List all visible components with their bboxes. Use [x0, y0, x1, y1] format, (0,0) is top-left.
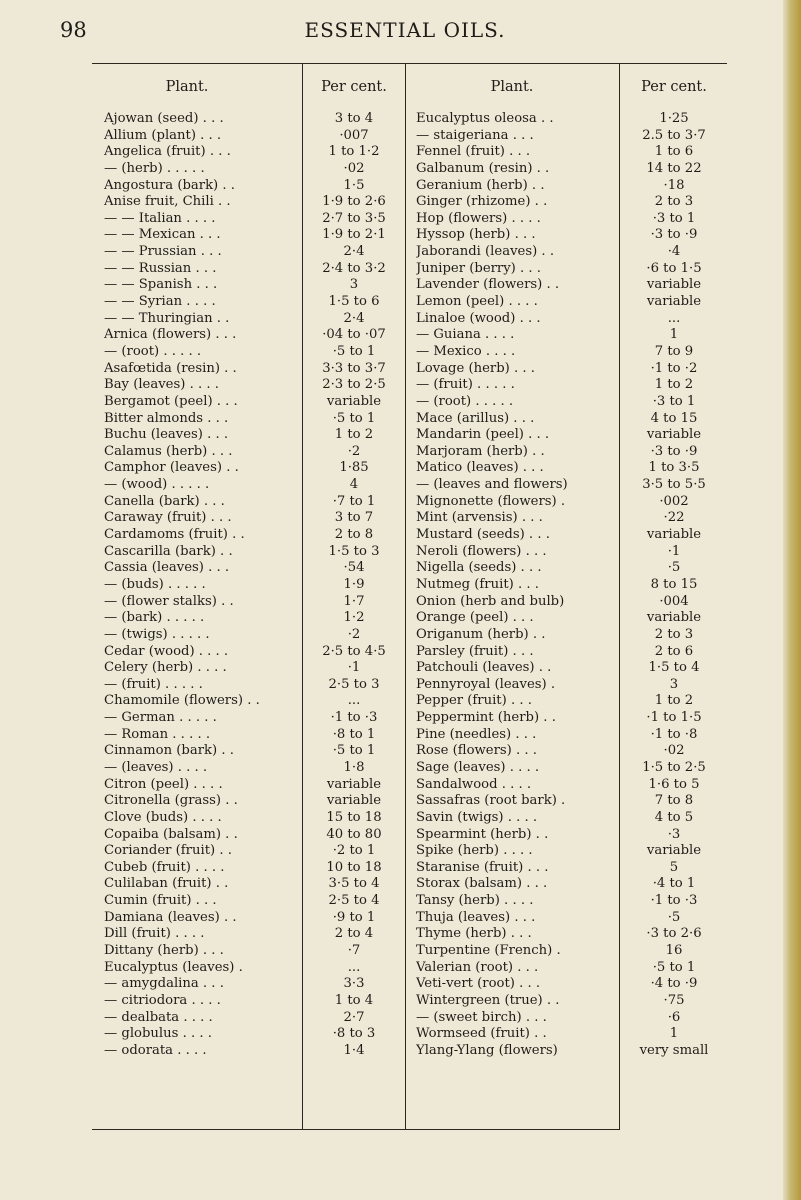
percent-value-cell: 16	[665, 943, 683, 959]
percent-value-cell: variable	[646, 527, 702, 543]
percent-value-cell: ·75	[663, 992, 685, 1008]
plant-name-cell: Cascarilla (bark) . .	[104, 543, 233, 559]
plant-name-cell: Cinnamon (bark) . .	[104, 743, 234, 759]
percent-value-cell: ·54	[343, 560, 365, 576]
plant-name-cell: — (sweet birch) . . .	[416, 1009, 547, 1025]
plant-name-cell: — German . . . . .	[104, 710, 217, 726]
percent-value-cell: 3·3	[343, 976, 365, 992]
plant-name-cell: — — Syrian . . . .	[104, 294, 216, 310]
percent-value-cell: 1·5 to 2·5	[642, 759, 706, 775]
plant-name-cell: — (herb) . . . . .	[104, 160, 205, 176]
plant-name-cell: Hop (flowers) . . . .	[416, 210, 541, 226]
plant-name-cell: — (buds) . . . . .	[104, 576, 206, 592]
plant-name-cell: — (leaves) . . . .	[104, 759, 208, 775]
plant-name-cell: — (fruit) . . . . .	[104, 676, 203, 692]
percent-value-cell: ·6 to 1·5	[646, 260, 702, 276]
plant-name-cell: Dittany (herb) . . .	[104, 943, 224, 959]
plant-name-cell: — (root) . . . . .	[416, 393, 514, 409]
percent-value-cell: ·5 to 1	[332, 743, 376, 759]
plant-name-cell: Wintergreen (true) . .	[416, 992, 560, 1008]
percent-value-cell: 10 to 18	[326, 859, 382, 875]
plant-name-cell: Neroli (flowers) . . .	[416, 543, 547, 559]
plant-name-cell: — (bark) . . . . .	[104, 610, 205, 626]
percent-value-cell: ·1	[667, 543, 681, 559]
plant-name-cell: Cardamoms (fruit) . .	[104, 527, 245, 543]
plant-name-cell: Dill (fruit) . . . .	[104, 926, 205, 942]
percent-value-cell: 1·2	[343, 610, 365, 626]
percent-value-cell: ...	[347, 693, 361, 709]
percent-value-cell: ·2	[347, 443, 361, 459]
plant-name-cell: Thuja (leaves) . . .	[416, 909, 536, 925]
plant-name-cell: Citron (peel) . . . .	[104, 776, 223, 792]
percent-value-cell: variable	[646, 277, 702, 293]
percent-value-cell: ·3 to 1	[652, 393, 696, 409]
percent-value-cell: 1·6 to 5	[648, 776, 700, 792]
percent-value-cell: ·9 to 1	[332, 909, 376, 925]
percent-value-cell: 1·5	[343, 177, 365, 193]
percent-value-cell: ·18	[663, 177, 685, 193]
percent-value-cell: ·002	[659, 493, 689, 509]
percent-value-cell: ·2	[347, 626, 361, 642]
plant-name-cell: — staigeriana . . .	[416, 127, 534, 143]
percent-value-cell: ·5 to 1	[652, 959, 696, 975]
percent-value-cell: variable	[646, 294, 702, 310]
plant-name-cell: Savin (twigs) . . . .	[416, 809, 538, 825]
plant-name-cell: Pepper (fruit) . . .	[416, 693, 532, 709]
essential-oils-table	[92, 63, 727, 1130]
percent-value-cell: ·02	[343, 160, 365, 176]
percent-value-cell: ·3	[667, 826, 681, 842]
plant-name-cell: Rose (flowers) . . .	[416, 743, 537, 759]
percent-value-cell: 2 to 8	[334, 527, 374, 543]
plant-name-cell: Ajowan (seed) . . .	[104, 111, 224, 126]
percent-value-cell: variable	[646, 610, 702, 626]
percent-value-cell: ·4 to ·9	[650, 976, 698, 992]
plant-name-cell: Lovage (herb) . . .	[416, 360, 535, 376]
percent-value-cell: ·1	[347, 660, 361, 676]
percent-value-cell: 1·85	[339, 460, 369, 476]
percent-value-cell: ·7 to 1	[332, 493, 376, 509]
percent-value-cell: 3 to 7	[334, 510, 374, 526]
plant-name-cell: Fennel (fruit) . . .	[416, 144, 531, 160]
plant-name-cell: Peppermint (herb) . .	[416, 710, 556, 726]
column-rule-1	[302, 63, 303, 1130]
plant-name-cell: — Guiana . . . .	[416, 327, 515, 343]
plant-name-cell: Parsley (fruit) . . .	[416, 643, 534, 659]
percent-value-cell: 2·5 to 4·5	[322, 643, 386, 659]
plant-name-cell: Veti-vert (root) . . .	[416, 976, 541, 992]
plant-name-cell: Angostura (bark) . .	[104, 177, 235, 193]
percent-value-cell: ·007	[339, 127, 369, 143]
plant-name-cell: — Roman . . . . .	[104, 726, 211, 742]
percent-value-cell: ·22	[663, 510, 685, 526]
plant-name-cell: — (fruit) . . . . .	[416, 377, 515, 393]
plant-name-cell: Bay (leaves) . . . .	[104, 377, 219, 393]
percent-value-cell: variable	[326, 393, 382, 409]
plant-name-cell: Clove (buds) . . . .	[104, 809, 222, 825]
plant-name-cell: Lavender (flowers) . .	[416, 277, 560, 293]
percent-value-cell: 2 to 3	[654, 626, 694, 642]
percent-value-cell: 2·4	[343, 310, 365, 326]
plant-name-cell: — (wood) . . . . .	[104, 477, 210, 493]
percent-value-cell: ·1 to ·3	[650, 893, 698, 909]
plant-list-left	[104, 111, 260, 1060]
plant-name-cell: Lemon (peel) . . . .	[416, 294, 538, 310]
percent-value-cell: ·3 to 2·6	[646, 926, 702, 942]
plant-name-cell: — (root) . . . . .	[104, 343, 202, 359]
plant-name-cell: — — Mexican . . .	[104, 227, 221, 243]
percent-value-cell: 1·9 to 2·6	[322, 194, 386, 210]
percent-value-cell: ·1 to ·2	[650, 360, 698, 376]
plant-name-cell: Calamus (herb) . . .	[104, 443, 233, 459]
header-plant-right: Plant.	[490, 79, 534, 95]
percent-value-cell: 7 to 8	[654, 793, 694, 809]
plant-name-cell: Bergamot (peel) . . .	[104, 393, 238, 409]
plant-name-cell: — — Spanish . . .	[104, 277, 218, 293]
percent-value-cell: 1 to 2	[654, 693, 694, 709]
plant-name-cell: Mustard (seeds) . . .	[416, 527, 550, 543]
page-number: 98	[60, 18, 87, 42]
percent-value-cell: 2·5 to 4	[328, 893, 380, 909]
percent-value-cell: 3·5 to 5·5	[642, 477, 706, 493]
plant-name-cell: Bitter almonds . . .	[104, 410, 229, 426]
plant-name-cell: Cassia (leaves) . . .	[104, 560, 230, 576]
plant-name-cell: Allium (plant) . . .	[104, 127, 222, 143]
plant-name-cell: Juniper (berry) . . .	[416, 260, 541, 276]
plant-name-cell: — — Prussian . . .	[104, 244, 222, 260]
percent-value-cell: ·5	[667, 560, 681, 576]
plant-name-cell: Matico (leaves) . . .	[416, 460, 544, 476]
plant-name-cell: — Mexico . . . .	[416, 343, 516, 359]
column-rule-2	[405, 63, 406, 1130]
plant-name-cell: Galbanum (resin) . .	[416, 160, 550, 176]
percent-value-cell: ·7	[347, 943, 361, 959]
plant-name-cell: Camphor (leaves) . .	[104, 460, 239, 476]
plant-name-cell: Orange (peel) . . .	[416, 610, 534, 626]
page-edge-shadow	[783, 0, 801, 1200]
plant-name-cell: Spearmint (herb) . .	[416, 826, 549, 842]
percent-value-cell: 2·4 to 3·2	[322, 260, 386, 276]
plant-name-cell: Citronella (grass) . .	[104, 793, 238, 809]
plant-name-cell: Pennyroyal (leaves) .	[416, 676, 556, 692]
percent-value-cell: 2.5 to 3·7	[642, 127, 706, 143]
plant-name-cell: Ginger (rhizome) . .	[416, 194, 548, 210]
plant-name-cell: Ylang-Ylang (flowers)	[416, 1042, 558, 1058]
plant-name-cell: Origanum (herb) . .	[416, 626, 546, 642]
plant-name-cell: Buchu (leaves) . . .	[104, 427, 229, 443]
table-top-rule	[92, 63, 727, 64]
percent-value-cell: 1·9 to 2·1	[322, 227, 386, 243]
plant-name-cell: Onion (herb and bulb)	[416, 593, 565, 609]
percent-value-cell: 1	[669, 327, 679, 343]
plant-name-cell: — — Thuringian . .	[104, 310, 230, 326]
percent-value-cell: 2·3 to 2·5	[322, 377, 386, 393]
percent-value-cell: 1 to 2	[654, 377, 694, 393]
plant-name-cell: Coriander (fruit) . .	[104, 843, 232, 859]
percent-value-cell: ·3 to 1	[652, 210, 696, 226]
percent-value-cell: ·4 to 1	[652, 876, 696, 892]
plant-name-cell: — (leaves and flowers)	[416, 477, 568, 493]
percent-value-cell: ·1 to 1·5	[646, 710, 702, 726]
percent-value-cell: 1 to 2	[334, 427, 374, 443]
plant-name-cell: Eucalyptus oleosa . .	[416, 111, 554, 126]
percent-value-cell: 3 to 4	[334, 111, 374, 126]
plant-name-cell: — — Russian . . .	[104, 260, 217, 276]
percent-value-cell: 1 to 1·2	[328, 144, 380, 160]
plant-name-cell: Mace (arillus) . . .	[416, 410, 535, 426]
percent-value-cell: ·3 to ·9	[650, 443, 698, 459]
plant-name-cell: — (twigs) . . . . .	[104, 626, 210, 642]
plant-name-cell: Cubeb (fruit) . . . .	[104, 859, 225, 875]
plant-name-cell: Culilaban (fruit) . .	[104, 876, 229, 892]
percent-value-cell: very small	[639, 1042, 709, 1058]
percent-value-cell: 2·7	[343, 1009, 365, 1025]
page-title: ESSENTIAL OILS.	[304, 18, 506, 42]
percent-value-cell: variable	[646, 843, 702, 859]
percent-value-cell: 15 to 18	[326, 809, 382, 825]
percent-value-cell: ·3 to ·9	[650, 227, 698, 243]
plant-list-right	[416, 111, 568, 1060]
plant-name-cell: Copaiba (balsam) . .	[104, 826, 238, 842]
plant-name-cell: Tansy (herb) . . . .	[416, 893, 534, 909]
percent-value-cell: 4 to 5	[654, 809, 694, 825]
percent-value-cell: 1·5 to 4	[648, 660, 700, 676]
plant-name-cell: Asafœtida (resin) . .	[104, 360, 237, 376]
percent-value-cell: ·6	[667, 1009, 681, 1025]
header-percent-right: Per cent.	[641, 79, 707, 95]
running-head	[60, 18, 750, 42]
percent-value-cell: 1·5 to 6	[328, 294, 380, 310]
percent-value-cell: 1·4	[343, 1042, 365, 1058]
percent-value-cell: 8 to 15	[650, 576, 698, 592]
percent-list-right	[621, 111, 727, 1060]
percent-value-cell: 14 to 22	[646, 160, 702, 176]
plant-name-cell: Linaloe (wood) . . .	[416, 310, 541, 326]
percent-list-left	[304, 111, 404, 1060]
plant-name-cell: Cumin (fruit) . . .	[104, 893, 217, 909]
plant-name-cell: Patchouli (leaves) . .	[416, 660, 552, 676]
percent-value-cell: 1 to 6	[654, 144, 694, 160]
plant-name-cell: Hyssop (herb) . . .	[416, 227, 536, 243]
percent-value-cell: variable	[326, 776, 382, 792]
percent-value-cell: ...	[667, 310, 681, 326]
percent-value-cell: 1·9	[343, 576, 365, 592]
percent-value-cell: 2 to 4	[334, 926, 374, 942]
plant-name-cell: Caraway (fruit) . . .	[104, 510, 232, 526]
plant-name-cell: Angelica (fruit) . . .	[104, 144, 231, 160]
percent-value-cell: 2 to 3	[654, 194, 694, 210]
percent-value-cell: 1·7	[343, 593, 365, 609]
plant-name-cell: Wormseed (fruit) . .	[416, 1026, 547, 1042]
plant-name-cell: Mandarin (peel) . . .	[416, 427, 550, 443]
percent-value-cell: ·004	[659, 593, 689, 609]
plant-name-cell: Chamomile (flowers) . .	[104, 693, 260, 709]
table-bottom-rule	[92, 1129, 619, 1130]
percent-value-cell: 4	[349, 477, 359, 493]
percent-value-cell: 1·25	[659, 111, 689, 126]
plant-name-cell: Mint (arvensis) . . .	[416, 510, 543, 526]
percent-value-cell: variable	[646, 427, 702, 443]
plant-name-cell: Arnica (flowers) . . .	[104, 327, 237, 343]
percent-value-cell: 3	[349, 277, 359, 293]
plant-name-cell: Jaborandi (leaves) . .	[416, 244, 555, 260]
percent-value-cell: ·4	[667, 244, 681, 260]
percent-value-cell: 2·7 to 3·5	[322, 210, 386, 226]
percent-value-cell: ·2 to 1	[332, 843, 376, 859]
plant-name-cell: Sassafras (root bark) .	[416, 793, 566, 809]
plant-name-cell: Eucalyptus (leaves) .	[104, 959, 243, 975]
percent-value-cell: 2·5 to 3	[328, 676, 380, 692]
percent-value-cell: 3	[669, 676, 679, 692]
percent-value-cell: ·02	[663, 743, 685, 759]
plant-name-cell: Marjoram (herb) . .	[416, 443, 545, 459]
plant-name-cell: Sage (leaves) . . . .	[416, 759, 540, 775]
percent-value-cell: ...	[347, 959, 361, 975]
header-plant-left: Plant.	[165, 79, 209, 95]
percent-value-cell: 7 to 9	[654, 343, 694, 359]
percent-value-cell: ·5 to 1	[332, 343, 376, 359]
percent-value-cell: ·04 to ·07	[322, 327, 386, 343]
plant-name-cell: — amygdalina . . .	[104, 976, 224, 992]
percent-value-cell: ·1 to ·3	[330, 710, 378, 726]
percent-value-cell: variable	[326, 793, 382, 809]
percent-value-cell: ·8 to 3	[332, 1026, 376, 1042]
percent-value-cell: 4 to 15	[650, 410, 698, 426]
percent-value-cell: ·1 to ·8	[650, 726, 698, 742]
plant-name-cell: Canella (bark) . . .	[104, 493, 225, 509]
plant-name-cell: Valerian (root) . . .	[416, 959, 539, 975]
percent-value-cell: 1 to 3·5	[648, 460, 700, 476]
header-percent-left: Per cent.	[321, 79, 387, 95]
plant-name-cell: — — Italian . . . .	[104, 210, 216, 226]
plant-name-cell: Anise fruit, Chili . .	[104, 194, 231, 210]
percent-value-cell: 5	[669, 859, 679, 875]
plant-name-cell: Turpentine (French) .	[416, 943, 561, 959]
plant-name-cell: Mignonette (flowers) .	[416, 493, 566, 509]
plant-name-cell: Pine (needles) . . .	[416, 726, 537, 742]
percent-value-cell: 1	[669, 1026, 679, 1042]
column-rule-3	[619, 63, 620, 1130]
percent-value-cell: 3·5 to 4	[328, 876, 380, 892]
plant-name-cell: Storax (balsam) . . .	[416, 876, 548, 892]
plant-name-cell: Sandalwood . . . .	[416, 776, 532, 792]
percent-value-cell: 2·4	[343, 244, 365, 260]
percent-value-cell: ·8 to 1	[332, 726, 376, 742]
plant-name-cell: — (flower stalks) . .	[104, 593, 234, 609]
plant-name-cell: Nutmeg (fruit) . . .	[416, 576, 539, 592]
percent-value-cell: 1·5 to 3	[328, 543, 380, 559]
plant-name-cell: Spike (herb) . . . .	[416, 843, 533, 859]
percent-value-cell: 2 to 6	[654, 643, 694, 659]
plant-name-cell: — citriodora . . . .	[104, 992, 221, 1008]
plant-name-cell: — dealbata . . . .	[104, 1009, 213, 1025]
plant-name-cell: Cedar (wood) . . . .	[104, 643, 229, 659]
percent-value-cell: 3·3 to 3·7	[322, 360, 386, 376]
percent-value-cell: 40 to 80	[326, 826, 382, 842]
plant-name-cell: — odorata . . . .	[104, 1042, 207, 1058]
plant-name-cell: Nigella (seeds) . . .	[416, 560, 542, 576]
plant-name-cell: Damiana (leaves) . .	[104, 909, 237, 925]
plant-name-cell: — globulus . . . .	[104, 1026, 212, 1042]
percent-value-cell: 1·8	[343, 759, 365, 775]
plant-name-cell: Celery (herb) . . . .	[104, 660, 227, 676]
plant-name-cell: Staranise (fruit) . . .	[416, 859, 549, 875]
percent-value-cell: 1 to 4	[334, 992, 374, 1008]
plant-name-cell: Geranium (herb) . .	[416, 177, 545, 193]
percent-value-cell: ·5 to 1	[332, 410, 376, 426]
percent-value-cell: ·5	[667, 909, 681, 925]
plant-name-cell: Thyme (herb) . . .	[416, 926, 532, 942]
